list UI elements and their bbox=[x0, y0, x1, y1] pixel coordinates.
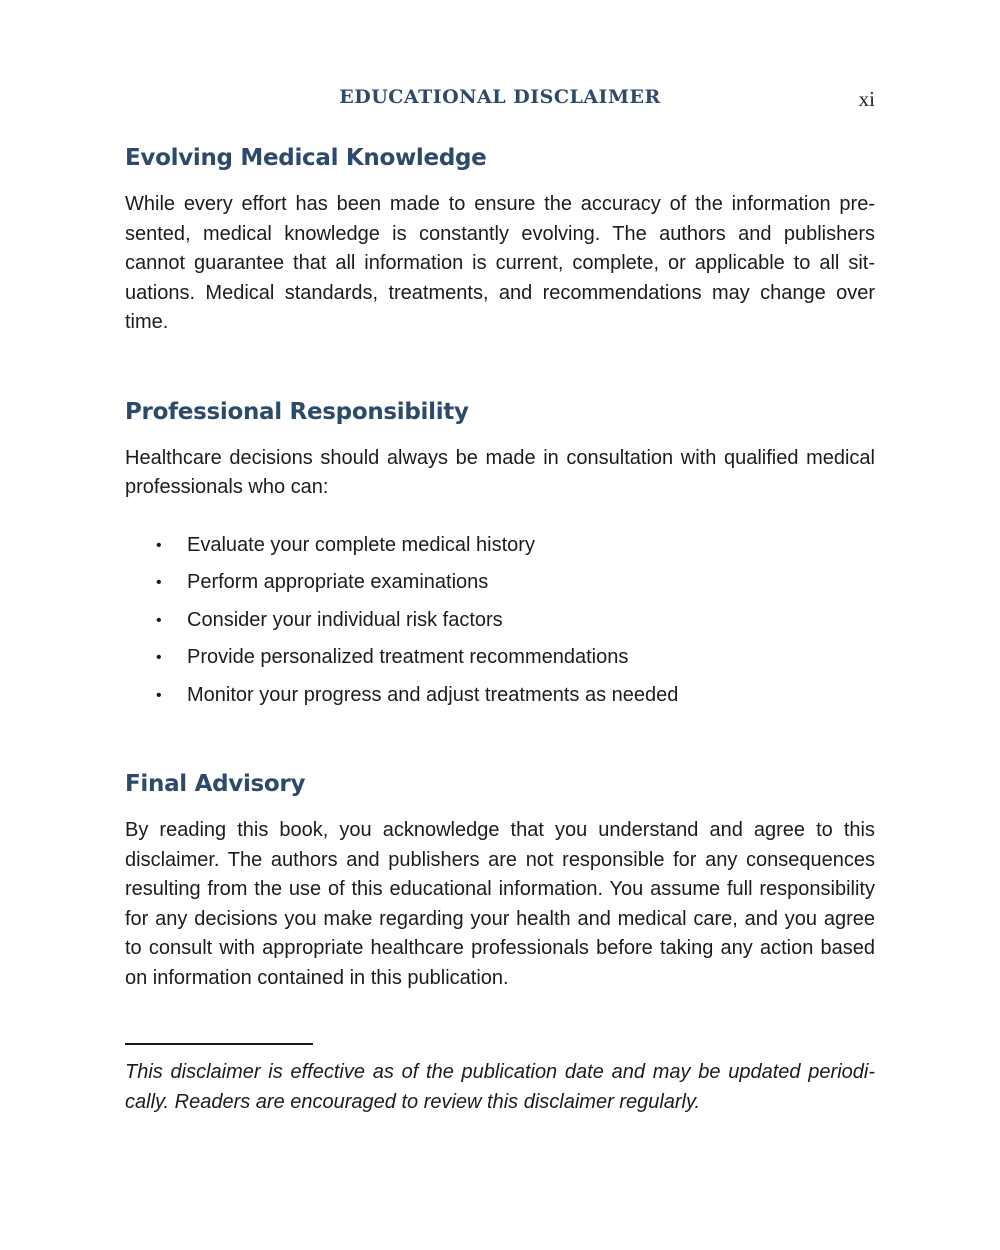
list-item bbox=[125, 602, 875, 640]
bullet-icon: • bbox=[156, 611, 162, 629]
footnote-text: This disclaimer is effective as of the publication date and may be updated periodically. Readers are encouraged to review this disclaimer regularly. bbox=[125, 1061, 875, 1113]
bullet-icon: • bbox=[156, 686, 162, 704]
section-heading: Evolving Medical Knowledge bbox=[125, 145, 487, 171]
list-item-text: Consider your individual risk factors bbox=[187, 608, 503, 631]
section-professional-responsibility bbox=[125, 394, 875, 715]
list-item bbox=[125, 677, 875, 715]
list-item bbox=[125, 564, 875, 602]
list-item-text: Evaluate your complete medical history bbox=[187, 533, 535, 556]
list-item-text: Provide personalized treatment recommendations bbox=[187, 646, 629, 668]
section-paragraph: By reading this book, you acknowledge that you understand and agree to this disclaimer. The authors and publishers are not responsible for any consequences resulting from the use of this educational information. You assume full responsibility for any decisions you make regarding your health and medical care, and you agree to consult with appropriate healthcare professionals before taking any action based on information contained in this publication. bbox=[125, 819, 875, 989]
page-content bbox=[125, 140, 875, 1117]
section-paragraph: While every effort has been made to ensure the accuracy of the information presented, medical knowledge is constantly evolving. The authors and publishers cannot guarantee that all information is current, complete, or applicable to all situations. Medical standards, treatments, and recommendations may change over time. bbox=[125, 193, 875, 333]
page-number: xi bbox=[858, 87, 875, 111]
bullet-icon: • bbox=[156, 574, 162, 591]
section-heading: Final Advisory bbox=[125, 771, 306, 797]
list-item-text: Perform appropriate examinations bbox=[187, 571, 489, 593]
section-paragraph: Healthcare decisions should always be made in consultation with qualified medical professionals who can: bbox=[125, 446, 875, 498]
list-item bbox=[125, 527, 875, 565]
bullet-icon: • bbox=[156, 649, 162, 666]
footnote-divider bbox=[125, 1043, 313, 1045]
list-item-text: Monitor your progress and adjust treatments as needed bbox=[187, 683, 679, 706]
section-evolving-medical-knowledge bbox=[125, 140, 875, 338]
section-heading: Professional Responsibility bbox=[125, 398, 469, 425]
section-final-advisory bbox=[125, 766, 875, 993]
list-item bbox=[125, 639, 875, 677]
running-header-title: EDUCATIONAL DISCLAIMER bbox=[339, 86, 661, 108]
bullet-icon: • bbox=[156, 536, 162, 554]
responsibility-list bbox=[125, 527, 875, 715]
